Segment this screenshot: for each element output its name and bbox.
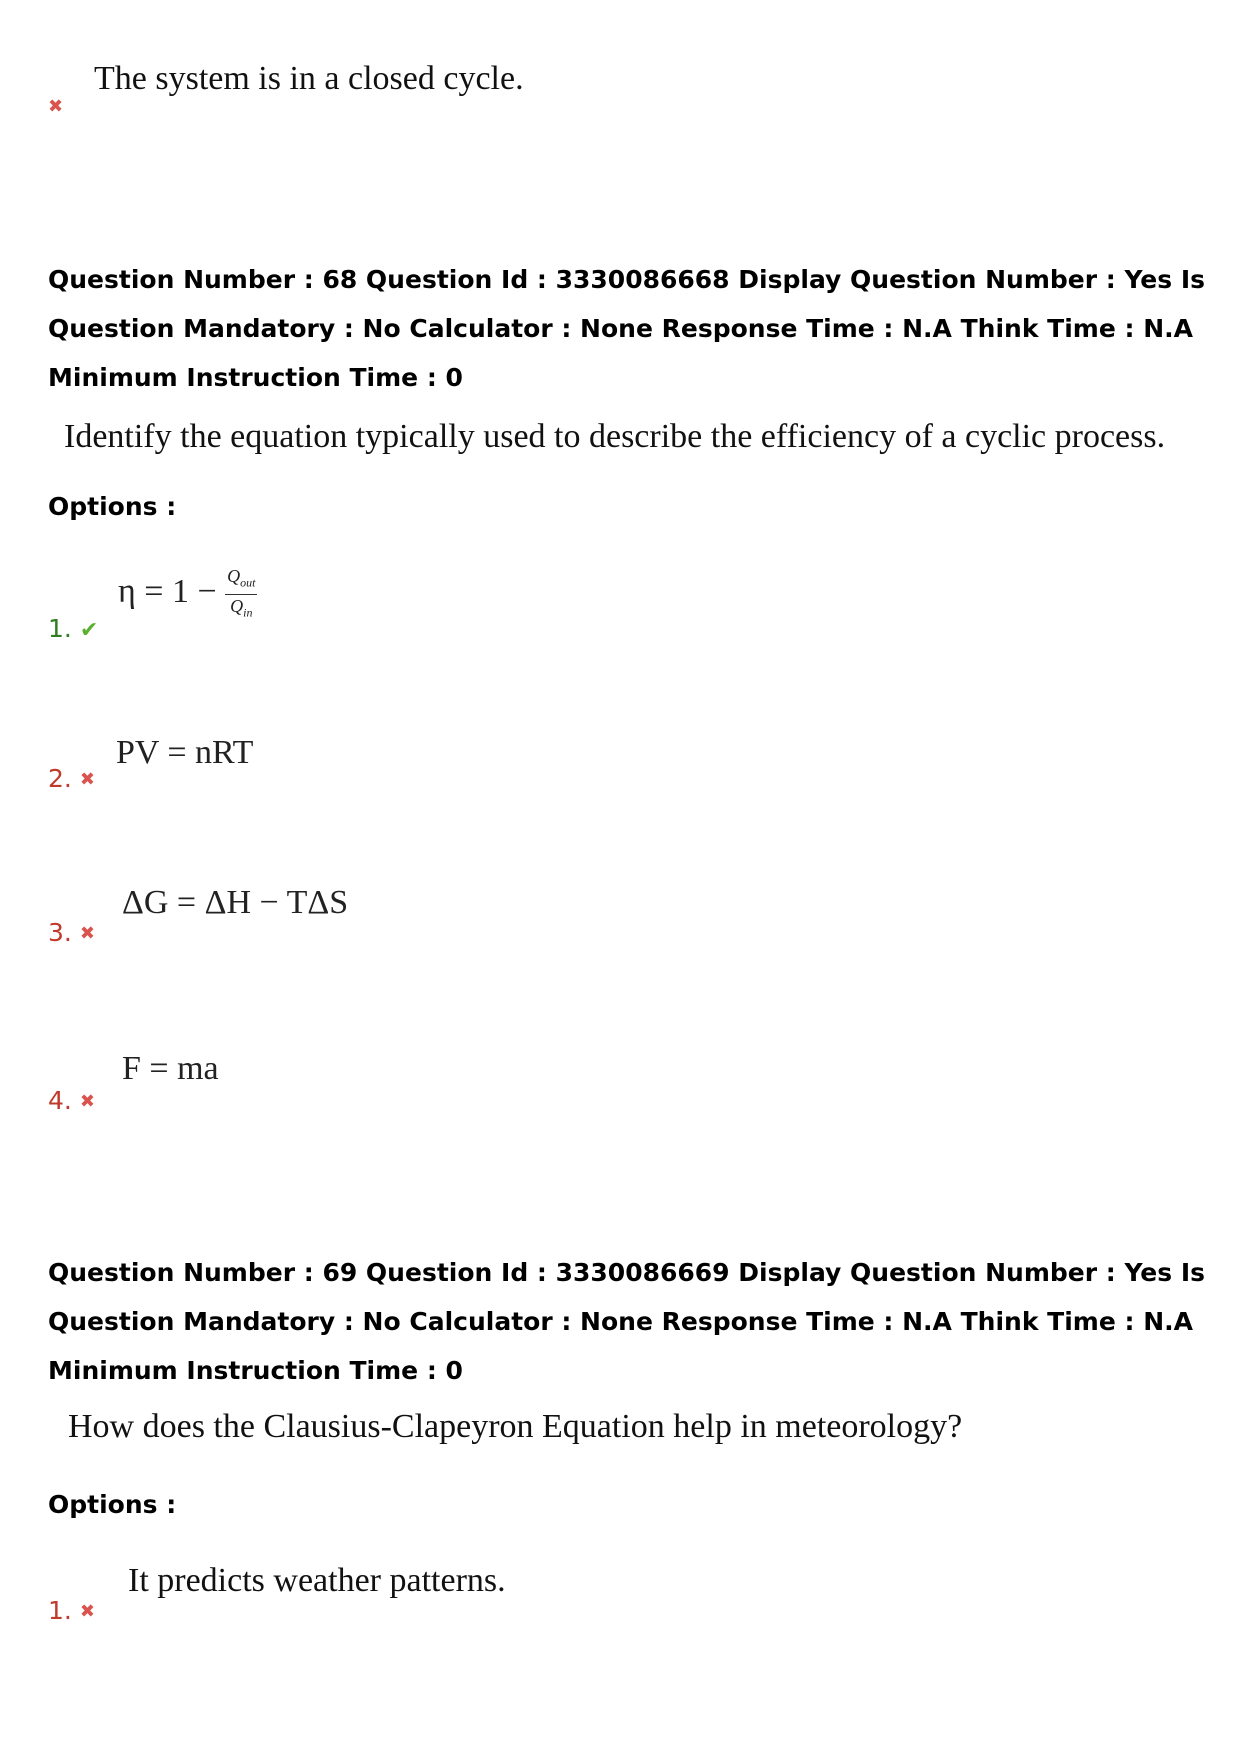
frac-denominator-sub: in bbox=[243, 605, 253, 620]
option-4-equation: F = ma bbox=[122, 1050, 219, 1087]
option-3-number bbox=[48, 918, 95, 947]
option-3-equation: ΔG = ΔH − TΔS bbox=[122, 884, 349, 921]
cross-icon: ✖ bbox=[79, 769, 95, 790]
frac-numerator-sub: out bbox=[240, 575, 256, 590]
cross-icon: ✖ bbox=[79, 923, 95, 944]
option-number: 3. bbox=[48, 918, 72, 947]
prev-option-text: The system is in a closed cycle. bbox=[94, 60, 524, 97]
frac-denominator: Q bbox=[230, 595, 244, 616]
question-meta-69: Question Number : 69 Question Id : 3330086669 Display Question Number : Yes Is Question Mandatory : No Calculator : None Response Time : N.A Think Time : N.A Minimum Instruction Time : 0 bbox=[48, 1258, 1206, 1385]
option-number: 1. bbox=[48, 1596, 72, 1625]
option-4-number bbox=[48, 1086, 95, 1115]
option-1-number bbox=[48, 614, 98, 643]
option-1-eq-lhs: η = 1 − bbox=[118, 572, 217, 610]
efficiency-fraction bbox=[225, 565, 257, 623]
option-number: 1. bbox=[48, 614, 72, 643]
question-text-68: Identify the equation typically used to describe the efficiency of a cyclic process. bbox=[64, 418, 1166, 455]
frac-numerator: Q bbox=[227, 566, 241, 586]
q69-option-1-number bbox=[48, 1596, 95, 1625]
option-number: 4. bbox=[48, 1086, 72, 1115]
option-2-number bbox=[48, 764, 95, 793]
question-meta-68: Question Number : 68 Question Id : 3330086668 Display Question Number : Yes Is Question Mandatory : No Calculator : None Response Time : N.A Think Time : N.A Minimum Instruction Time : 0 bbox=[48, 265, 1206, 392]
option-1-equation bbox=[118, 565, 257, 623]
q69-option-1-text: It predicts weather patterns. bbox=[128, 1562, 506, 1599]
options-label-68: Options : bbox=[48, 492, 177, 521]
option-number: 2. bbox=[48, 764, 72, 793]
options-label-69: Options : bbox=[48, 1490, 177, 1519]
question-text-69: How does the Clausius-Clapeyron Equation help in meteorology? bbox=[68, 1408, 963, 1445]
cross-icon: ✖ bbox=[48, 96, 64, 117]
cross-icon: ✖ bbox=[79, 1601, 95, 1622]
cross-icon: ✖ bbox=[79, 1091, 95, 1112]
option-2-equation: PV = nRT bbox=[116, 734, 254, 771]
checkmark-icon: ✔ bbox=[79, 618, 99, 643]
